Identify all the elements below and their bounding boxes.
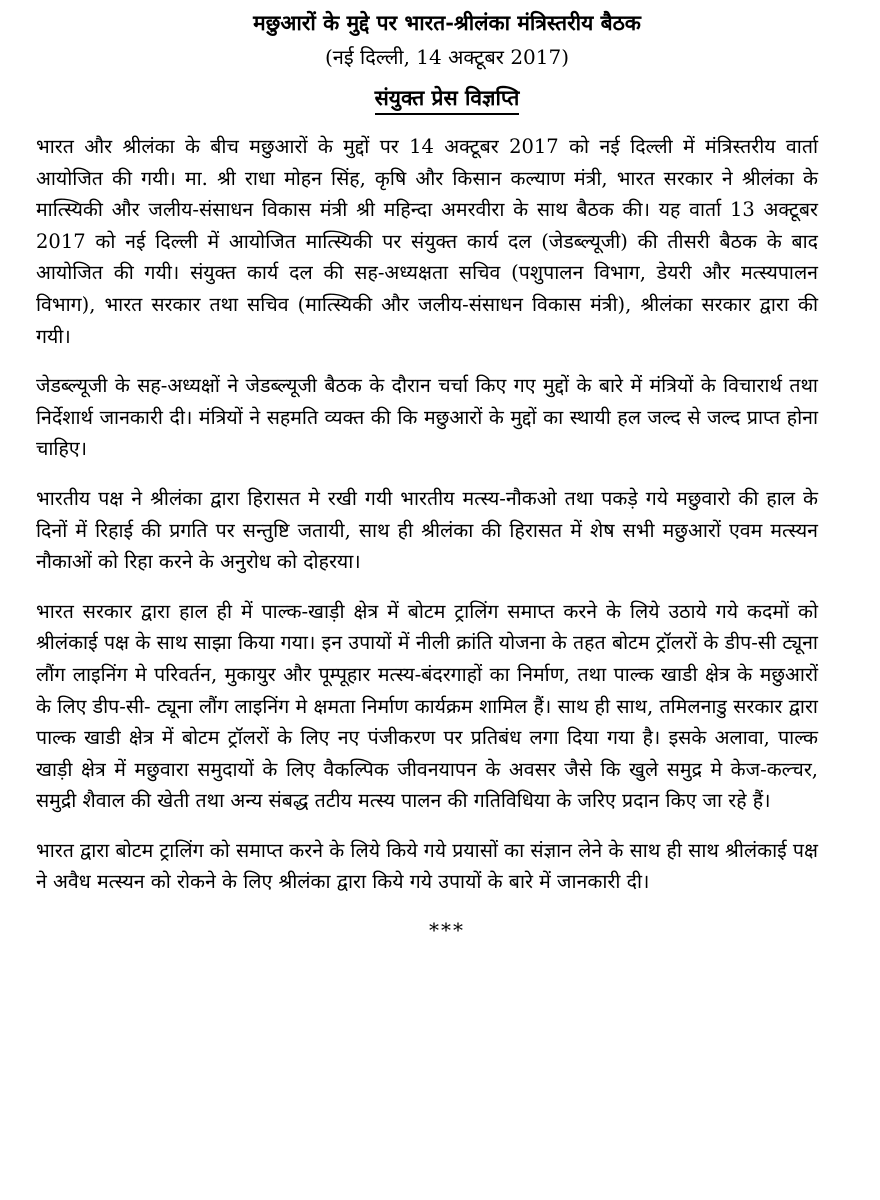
document-title: मछुआरों के मुद्दे पर भारत-श्रीलंका मंत्रिस्तरीय बैठक: [253, 10, 641, 35]
end-mark: ***: [429, 918, 465, 943]
paragraph-meeting-overview: भारत और श्रीलंका के बीच मछुआरों के मुद्दों पर 14 अक्टूबर 2017 को नई दिल्ली में मंत्रिस्तरीय वार्ता आयोजित की गयी। मा. श्री राधा मोहन सिंह, कृषि और किसान कल्याण मंत्री, भारत सरकार ने श्रीलंका के मात्स्यिकी और जलीय-संसाधन विकास मंत्री श्री महिन्दा अमरवीरा के साथ बैठक की। यह वार्ता 13 अक्टूबर 2017 को नई दिल्ली में आयोजित मात्स्यिकी पर संयुक्त कार्य दल (जेडब्ल्यूजी) की तीसरी बैठक के बाद आयोजित की गयी। संयुक्त कार्य दल की सह-अध्यक्षता सचिव (पशुपालन विभाग, डेयरी और मत्स्यपालन विभाग), भारत सरकार तथा सचिव (मात्स्यिकी और जलीय-संसाधन विकास मंत्री), श्रीलंका सरकार द्वारा की गयी।: [36, 135, 818, 348]
subheading-wrapper: [36, 84, 818, 115]
dateline: (नई दिल्ली, 14 अक्टूबर 2017): [324, 45, 570, 69]
paragraph-srilanka-measures: भारत द्वारा बोटम ट्रालिंग को समाप्त करने के लिये किये गये प्रयासों का संज्ञान लेने के साथ ही साथ श्रीलंकाई पक्ष ने अवैध मत्स्यन को रोकने के लिए श्रीलंका द्वारा किये गये उपायों के बारे में जानकारी दी।: [36, 838, 818, 894]
press-release-subheading: संयुक्त प्रेस विज्ञप्ति: [375, 84, 520, 115]
paragraph-jwg-briefing: जेडब्ल्यूजी के सह-अध्यक्षों ने जेडब्ल्यूजी बैठक के दौरान चर्चा किए गए मुद्दों के बारे में मंत्रियों के विचारार्थ तथा निर्देशार्थ जानकारी दी। मंत्रियों ने सहमति व्यक्त की कि मछुआरों के मुद्दों का स्थायी हल जल्द से जल्द प्राप्त होना चाहिए।: [36, 374, 819, 461]
paragraph-release-progress: भारतीय पक्ष ने श्रीलंका द्वारा हिरासत मे रखी गयी भारतीय मत्स्य-नौकओ तथा पकड़े गये मछुवारो की हाल के दिनों में रिहाई की प्रगति पर सन्तुष्टि जतायी, साथ ही श्रीलंका की हिरासत में शेष सभी मछुआरों एवम मत्स्यन नौकाओं को रिहा करने के अनुरोध को दोहरया।: [36, 486, 818, 574]
paragraph-bottom-trawling-measures: भारत सरकार द्वारा हाल ही में पाल्क-खाड़ी क्षेत्र में बोटम ट्रालिंग समाप्त करने के लिये उठाये गये कदमों को श्रीलंकाई पक्ष के साथ साझा किया गया। इन उपायों में नीली क्रांति योजना के तहत बोटम ट्रॉलरों के डीप-सी ट्यूना लौंग लाइनिंग मे परिवर्तन, मुकायुर और पूम्पूहार मत्स्य-बंदरगाहों का निर्माण, तथा पाल्क खाडी क्षेत्र के मछुआरों के लिए डीप-सी- ट्यूना लौंग लाइनिंग मे क्षमता निर्माण कार्यक्रम शामिल हैं। साथ ही साथ, तमिलनाडु सरकार द्वारा पाल्क खाडी क्षेत्र में बोटम ट्रॉलरों के लिए नए पंजीकरण पर प्रतिबंध लगा दिया गया है। इसके अलावा, पाल्क खाड़ी क्षेत्र में मछुवारा समुदायों के लिए वैकल्पिक जीवनयापन के अवसर जैसे कि खुले समुद्र मे केज-कल्चर, समुद्री शैवाल की खेती तथा अन्य संबद्ध तटीय मत्स्य पालन की गतिविधिया के जरिए प्रदान किए जा रहे हैं।: [36, 599, 818, 813]
